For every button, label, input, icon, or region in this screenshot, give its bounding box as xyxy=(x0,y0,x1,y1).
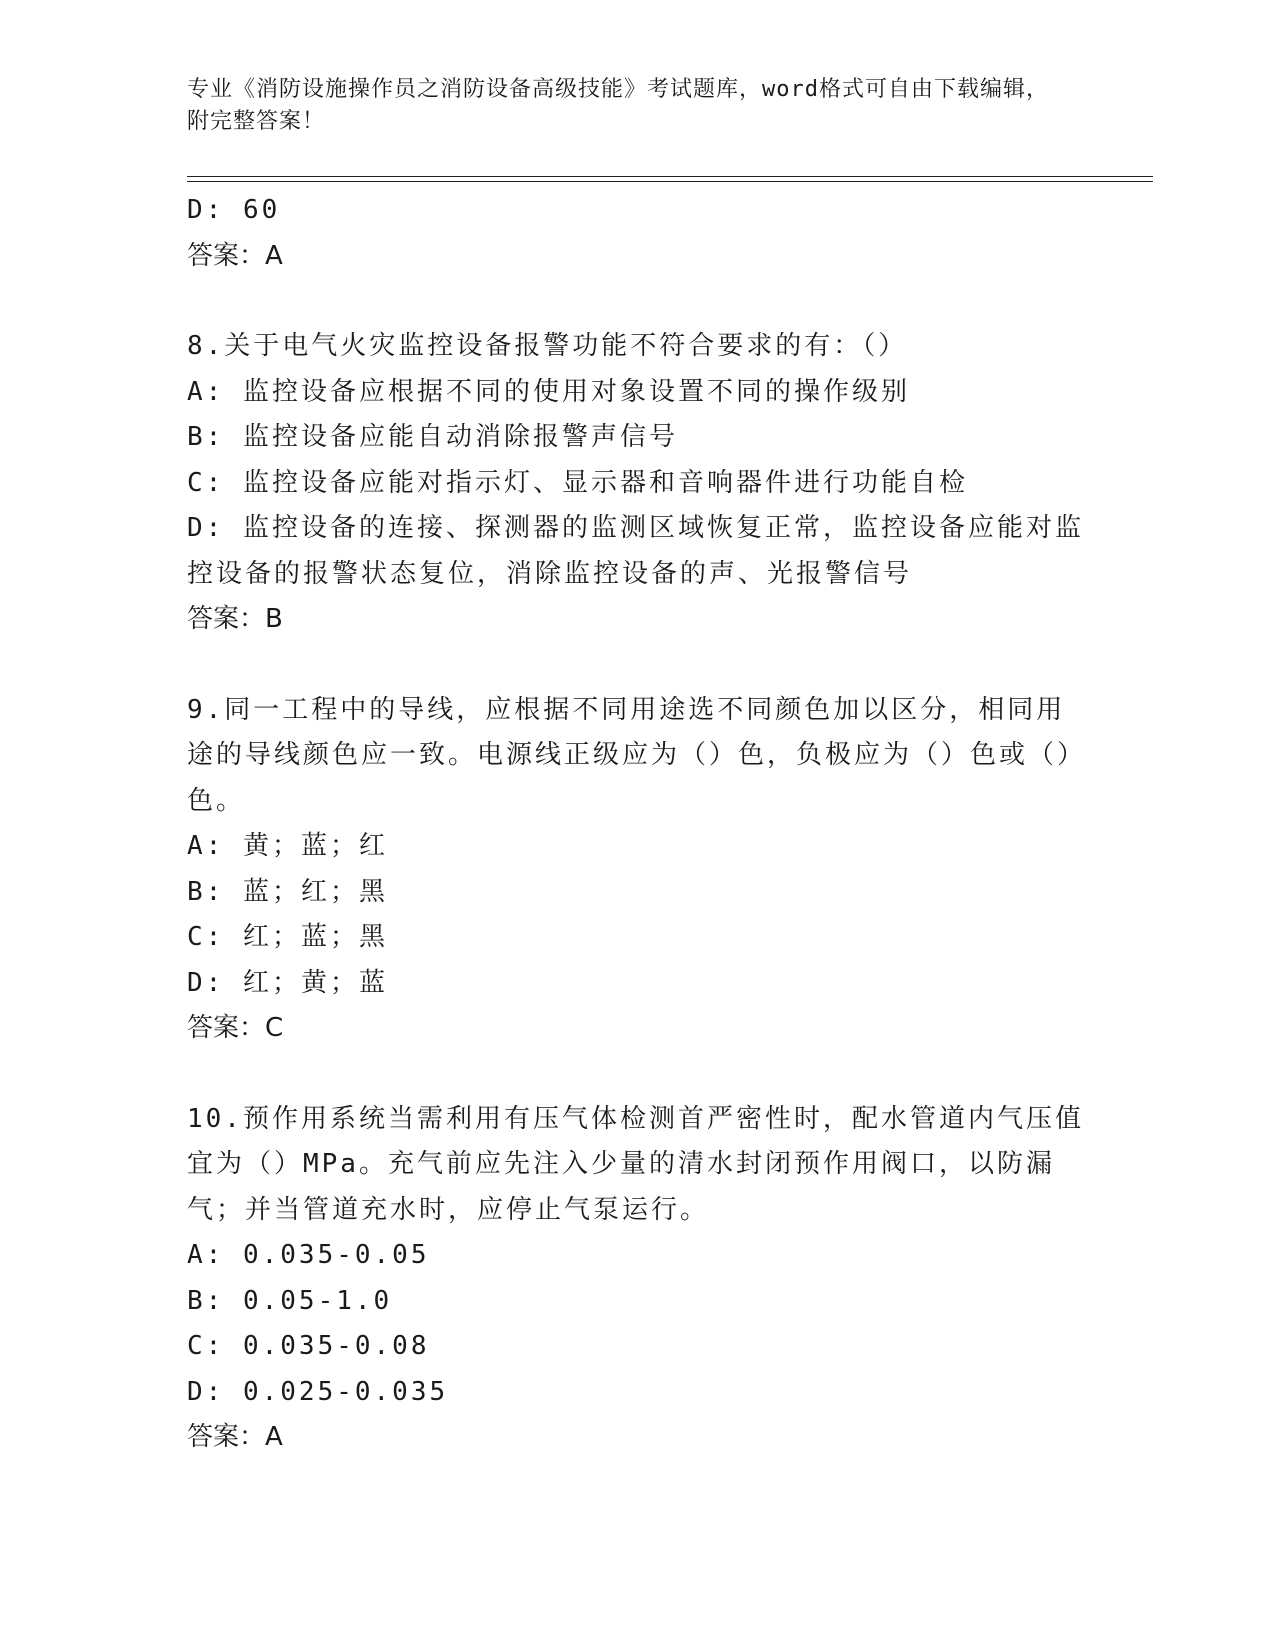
option-a: A: 黄；蓝；红 xyxy=(187,831,388,861)
option-b: B: 蓝；红；黑 xyxy=(187,876,388,907)
answer-line: 答案：B xyxy=(187,604,283,634)
previous-question-tail xyxy=(187,188,1087,279)
option-b: B: 监控设备应能自动消除报警声信号 xyxy=(187,422,678,452)
question-stem: 10.预作用系统当需利用有压气体检测首严密性时，配水管道内气压值宜为（）MPa。充气前应先注入少量的清水封闭预作用阀口，以防漏气；并当管道充水时，应停止气泵运行。 xyxy=(187,1103,1084,1225)
spacer xyxy=(187,1052,1087,1097)
option-b: B: 0.05-1.0 xyxy=(187,1285,393,1316)
header-divider-top xyxy=(187,176,1153,177)
answer-line: 答案：C xyxy=(187,1013,284,1043)
question-list xyxy=(187,188,1087,1461)
option-d: D: 红；黄；蓝 xyxy=(187,967,388,998)
option-d: D: 0.025-0.035 xyxy=(187,1376,449,1407)
option-c: C: 红；蓝；黑 xyxy=(187,922,388,952)
option-c: C: 监控设备应能对指示灯、显示器和音响器件进行功能自检 xyxy=(187,467,968,498)
option-a: A: 监控设备应根据不同的使用对象设置不同的操作级别 xyxy=(187,376,910,407)
question-stem: 8.关于电气火灾监控设备报警功能不符合要求的有：（） xyxy=(187,331,908,361)
option-d: D: 监控设备的连接、探测器的监测区域恢复正常，监控设备应能对监控设备的报警状态复位，消除监控设备的声、光报警信号 xyxy=(187,513,1084,589)
question-10 xyxy=(187,1097,1087,1461)
answer-line: 答案：A xyxy=(187,240,283,271)
answer-line: 答案：A xyxy=(187,1422,283,1452)
question-9 xyxy=(187,688,1087,1052)
question-stem: 9.同一工程中的导线，应根据不同用途选不同颜色加以区分，相同用途的导线颜色应一致。电源线正级应为（）色，负极应为（）色或（）色。 xyxy=(187,694,1087,816)
spacer xyxy=(187,643,1087,688)
option-a: A: 0.035-0.05 xyxy=(187,1240,430,1270)
header-divider-bottom xyxy=(187,181,1153,182)
spacer xyxy=(187,279,1087,324)
question-8 xyxy=(187,324,1087,643)
option-d: D: 60 xyxy=(187,195,281,225)
page-header: 专业《消防设施操作员之消防设备高级技能》考试题库，word格式可自由下载编辑，附完整答案！ xyxy=(187,77,1049,134)
option-c: C: 0.035-0.08 xyxy=(187,1331,430,1361)
